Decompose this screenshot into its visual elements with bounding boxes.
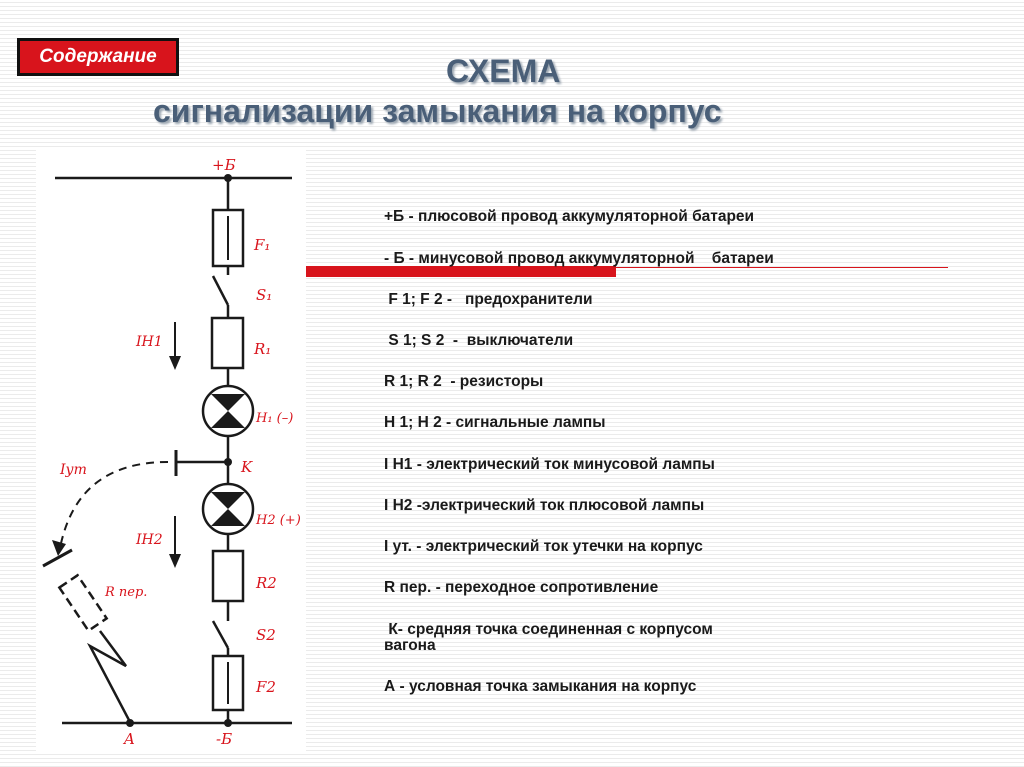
label-k: K bbox=[241, 458, 253, 476]
ih2-arrow bbox=[169, 554, 181, 568]
label-a: A bbox=[124, 730, 135, 748]
resistor-r1 bbox=[212, 318, 243, 368]
switch-s1 bbox=[213, 276, 228, 305]
legend-item: S 1; S 2 - выключатели bbox=[384, 332, 574, 349]
label-f1: F₁ bbox=[254, 236, 271, 254]
resistor-r2 bbox=[213, 551, 243, 601]
switch-s2 bbox=[213, 621, 228, 648]
lamp-h2 bbox=[203, 484, 253, 534]
resistor-rper bbox=[59, 575, 106, 630]
legend-item: К- средняя точка соединенная с корпусом вагона bbox=[384, 621, 713, 654]
legend-item: R 1; R 2 - резисторы bbox=[384, 373, 544, 390]
fault-zigzag bbox=[90, 631, 130, 722]
ih1-arrow bbox=[169, 356, 181, 370]
label-h1: H₁ (–) bbox=[256, 411, 294, 426]
title-line-2: сигнализации замыкания на корпус bbox=[153, 93, 722, 129]
legend-item: I H1 - электрический ток минусовой лампы bbox=[384, 456, 715, 473]
label-s1: S₁ bbox=[256, 286, 273, 304]
contents-button[interactable]: Содержание bbox=[17, 38, 179, 76]
label-s2: S2 bbox=[256, 626, 276, 644]
label-minus-b: -Б bbox=[216, 730, 233, 748]
label-f2: F2 bbox=[256, 678, 276, 696]
label-h2: H2 (+) bbox=[256, 513, 301, 528]
legend-item: А - условная точка замыкания на корпус bbox=[384, 678, 697, 695]
legend-item: I ут. - электрический ток утечки на корпус bbox=[384, 538, 703, 555]
label-r2: R2 bbox=[256, 574, 277, 592]
label-r1: R₁ bbox=[254, 340, 272, 358]
lamp-h1 bbox=[203, 386, 253, 436]
label-rper: R пер. bbox=[105, 585, 148, 600]
legend-item: F 1; F 2 - предохранители bbox=[384, 291, 593, 308]
label-ih1: IH1 bbox=[136, 334, 163, 350]
legend-item: R пер. - переходное сопротивление bbox=[384, 579, 659, 596]
label-ih2: IH2 bbox=[136, 532, 163, 548]
legend-item: - Б - минусовой провод аккумуляторной батареи bbox=[384, 250, 774, 267]
legend-item: +Б - плюсовой провод аккумуляторной батареи bbox=[384, 208, 755, 225]
title-line-1: СХЕМА bbox=[446, 53, 561, 89]
legend-item: H 1; H 2 - сигнальные лампы bbox=[384, 414, 606, 431]
legend-item: I H2 -электрический ток плюсовой лампы bbox=[384, 497, 705, 514]
label-plus-b: +Б bbox=[212, 156, 236, 174]
label-iut: Iут bbox=[60, 462, 87, 478]
